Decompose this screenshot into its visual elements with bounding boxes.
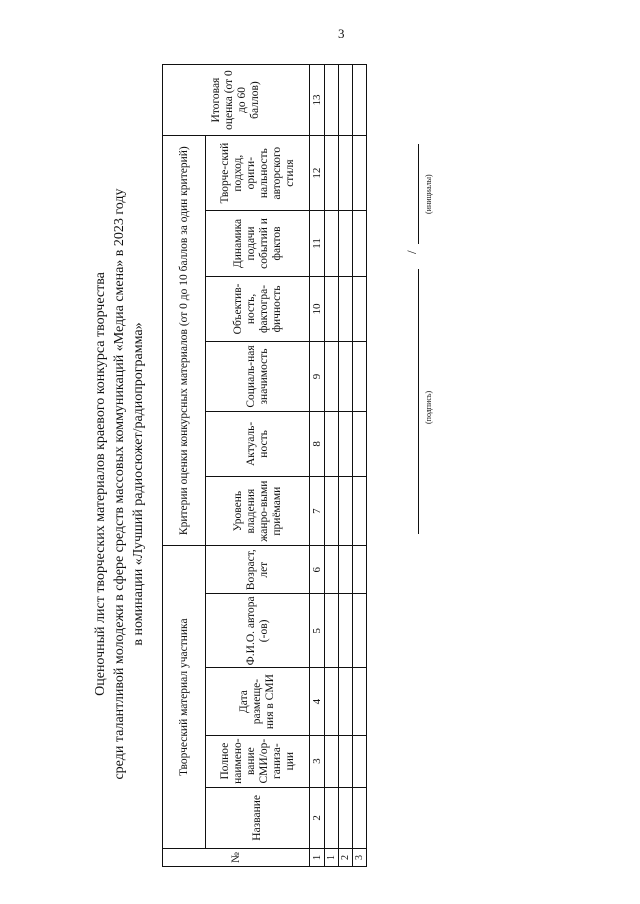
column-number-row [310, 65, 325, 867]
column-number: 12 [310, 136, 325, 211]
table-cell [325, 546, 339, 594]
table-cell [353, 735, 367, 787]
table-row [339, 65, 353, 867]
header-group-criteria: Критерии оценки конкурсных материалов (от 0 до 10 баллов за один критерий) [163, 136, 206, 546]
table-cell [353, 65, 367, 136]
table-cell [339, 211, 353, 276]
table-cell [325, 65, 339, 136]
header-title: Название [206, 787, 310, 848]
table-cell [353, 276, 367, 342]
table-cell [353, 546, 367, 594]
column-number: 5 [310, 594, 325, 668]
table-cell [325, 594, 339, 668]
table-cell [339, 787, 353, 848]
table-cell [339, 546, 353, 594]
signature-separator: / [404, 250, 419, 254]
column-number: 11 [310, 211, 325, 276]
table-cell [339, 342, 353, 412]
header-author: Ф.И.О. автора (-ов) [206, 594, 310, 668]
table-cell [339, 477, 353, 546]
table-cell [353, 411, 367, 476]
header-total: Итоговая оценка (от 0 до 60 баллов) [163, 65, 310, 136]
column-number: 6 [310, 546, 325, 594]
table-cell [325, 477, 339, 546]
column-number: 4 [310, 668, 325, 735]
table-row [353, 65, 367, 867]
column-number: 3 [310, 735, 325, 787]
header-social: Социаль-ная значимость [206, 342, 310, 412]
table-cell [353, 668, 367, 735]
table-cell [325, 136, 339, 211]
table-cell [339, 65, 353, 136]
initials-label: (инициалы) [424, 174, 433, 214]
column-number: 8 [310, 411, 325, 476]
table-cell [353, 136, 367, 211]
table-row [325, 65, 339, 867]
table-cell [339, 411, 353, 476]
table-cell [339, 136, 353, 211]
signature-line [418, 269, 419, 534]
table-cell [353, 477, 367, 546]
table-cell [325, 411, 339, 476]
header-number: № [163, 849, 310, 867]
table-cell [325, 342, 339, 412]
title-line-2: среди талантливой молодежи в сфере средств массовых коммуникаций «Медиа смена» в 2023 году [112, 188, 127, 780]
table-cell [325, 787, 339, 848]
row-number: 2 [339, 849, 353, 867]
title-line-3: в номинации «Лучший радиосюжет/радиопрограмма» [131, 322, 146, 646]
table-cell [339, 276, 353, 342]
header-creative: Творче-ский подход, ориги-нальность авторского стиля [206, 136, 310, 211]
table-cell [325, 735, 339, 787]
table-cell [353, 211, 367, 276]
table-cell [339, 668, 353, 735]
column-number: 9 [310, 342, 325, 412]
table-cell [353, 787, 367, 848]
row-number: 1 [325, 849, 339, 867]
signature-label: (подпись) [424, 390, 433, 424]
column-number: 13 [310, 65, 325, 136]
header-date: Дата размеще-ния в СМИ [206, 668, 310, 735]
header-dynamics: Динамика подачи событий и фактов [206, 211, 310, 276]
initials-line [418, 144, 419, 244]
header-genre: Уровень владения жанро-выми приёмами [206, 477, 310, 546]
header-objectivity: Объектив-ность, фактогра-фичность [206, 276, 310, 342]
column-number: 1 [310, 849, 325, 867]
table-cell [339, 735, 353, 787]
table-cell [325, 276, 339, 342]
table-cell [339, 594, 353, 668]
header-relevance: Актуаль-ность [206, 411, 310, 476]
header-group-material: Творческий материал участника [163, 546, 206, 849]
table-cell [353, 594, 367, 668]
evaluation-table [162, 64, 367, 867]
header-age: Возраст, лет [206, 546, 310, 594]
table-cell [325, 668, 339, 735]
table-cell [353, 342, 367, 412]
column-number: 2 [310, 787, 325, 848]
rotated-sheet [0, 64, 640, 904]
table-cell [325, 211, 339, 276]
column-number: 7 [310, 477, 325, 546]
header-media-name: Полное наимено-вание СМИ/ор-ганиза-ции [206, 735, 310, 787]
page-number: 3 [338, 26, 345, 41]
row-number: 3 [353, 849, 367, 867]
column-number: 10 [310, 276, 325, 342]
title-line-1: Оценочный лист творческих материалов краевого конкурса творчества [93, 272, 108, 696]
